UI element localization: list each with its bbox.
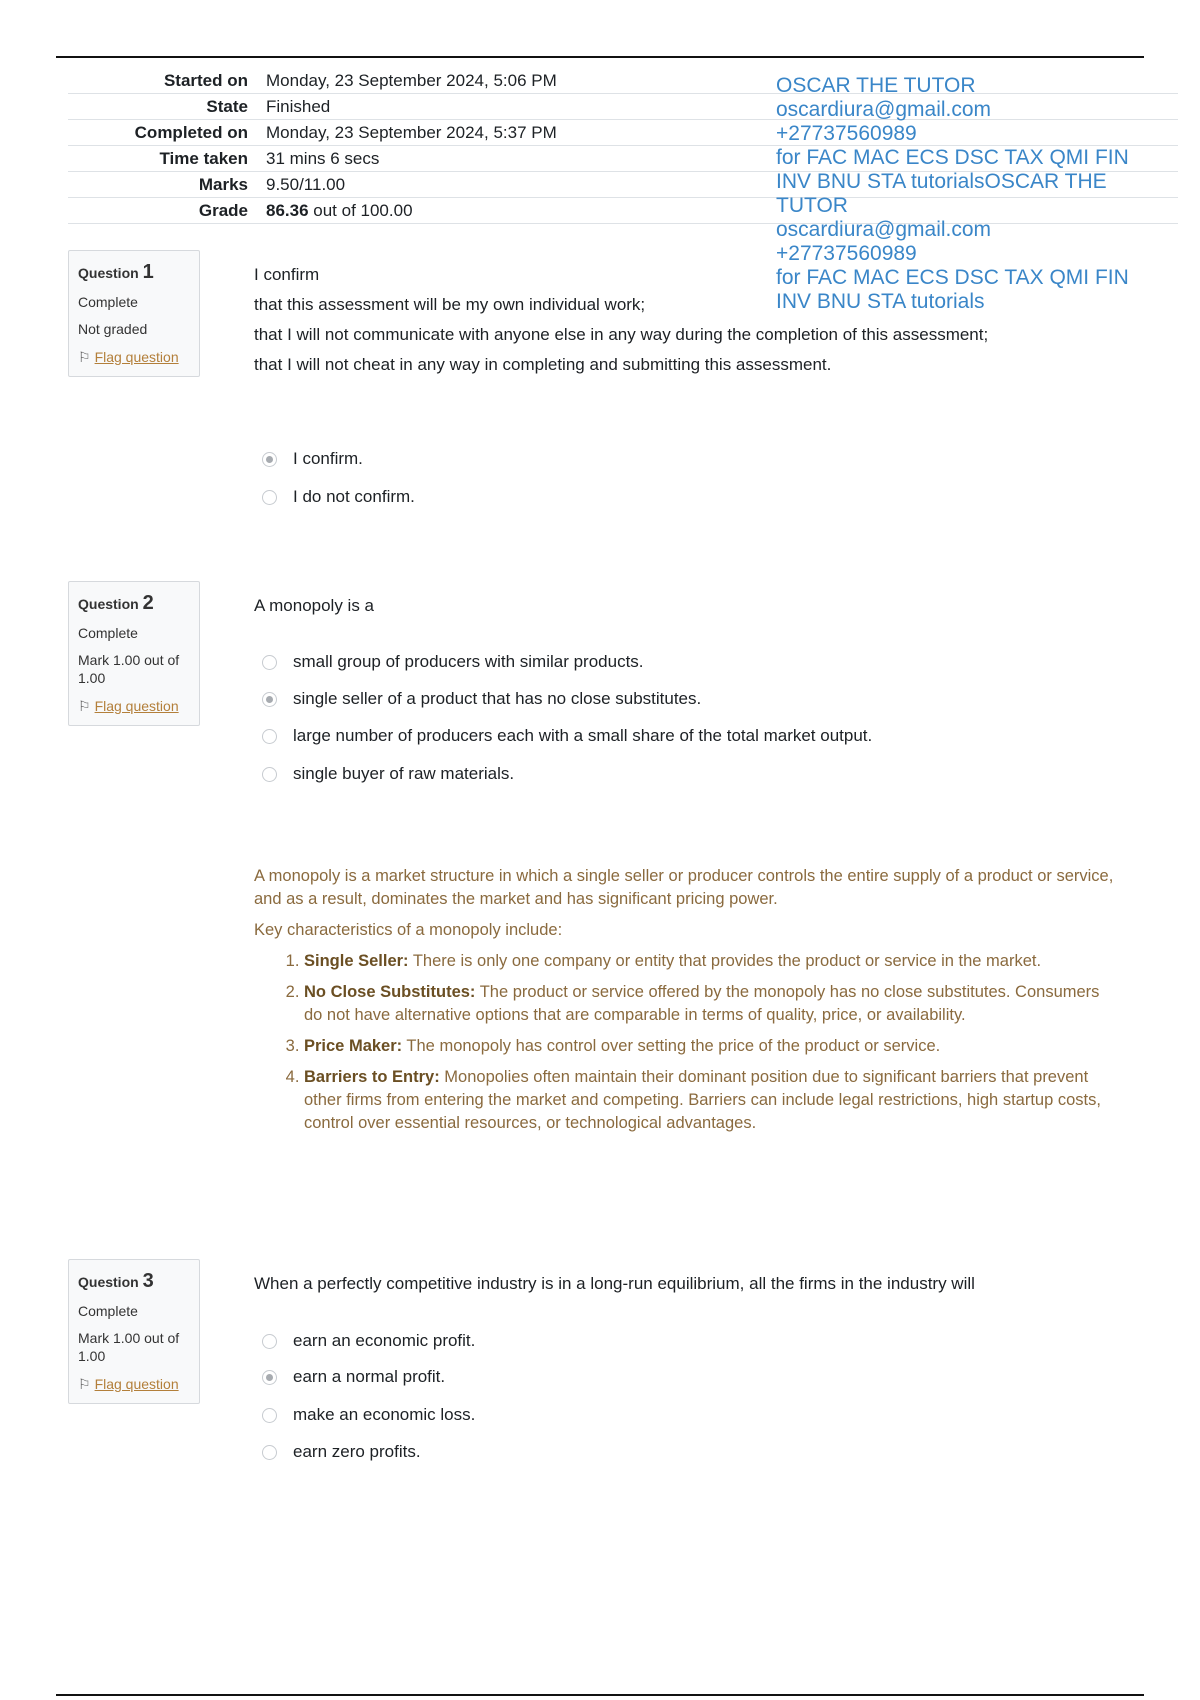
feedback-item-text: There is only one company or entity that provides the product or service in the market. bbox=[408, 952, 1042, 970]
answer-label: single buyer of raw materials. bbox=[293, 764, 515, 783]
summary-key: State bbox=[68, 94, 266, 120]
answer-option[interactable] bbox=[262, 1331, 475, 1351]
flag-icon: ⚐ bbox=[78, 1376, 91, 1392]
grade-value: 86.36 bbox=[266, 200, 309, 220]
summary-key: Started on bbox=[68, 68, 266, 94]
feedback-lead: Key characteristics of a monopoly include: bbox=[254, 921, 563, 939]
question-label: Question bbox=[78, 265, 139, 281]
watermark-email: oscardiura@gmail.com bbox=[776, 218, 992, 241]
feedback-item-text: The product or service offered by the monopoly has no close substitutes. Consumers do not have alternative options that are comparable in terms of quality, price, or availability. bbox=[304, 983, 1100, 1024]
answer-label: earn an economic profit. bbox=[293, 1331, 476, 1350]
feedback-intro: A monopoly is a market structure in which a single seller or producer controls the entire supply of a product or service, and as a result, dominates the market and has significant pricing power. bbox=[254, 867, 1114, 908]
question-grade: Not graded bbox=[78, 321, 148, 337]
flag-question-label[interactable]: Flag question bbox=[94, 349, 179, 365]
question-number bbox=[78, 592, 191, 615]
feedback-item-title: Barriers to Entry: bbox=[304, 1068, 440, 1086]
question-grade: Mark 1.00 out of 1.00 bbox=[78, 1330, 180, 1364]
answer-label: I confirm. bbox=[293, 449, 363, 468]
feedback-list bbox=[254, 950, 1114, 1135]
bottom-rule bbox=[56, 1694, 1144, 1696]
question-text-2 bbox=[254, 595, 374, 625]
answer-label: single seller of a product that has no close substitutes. bbox=[293, 689, 702, 708]
flag-icon: ⚐ bbox=[78, 698, 91, 714]
question-number bbox=[78, 1270, 191, 1293]
question-info-1 bbox=[68, 250, 200, 377]
flag-question-link[interactable] bbox=[78, 348, 191, 366]
summary-value: 31 mins 6 secs bbox=[266, 146, 1178, 172]
answer-label: small group of producers with similar products. bbox=[293, 652, 644, 671]
flag-question-link[interactable] bbox=[78, 1375, 191, 1393]
watermark-phone: +27737560989 bbox=[776, 242, 917, 265]
feedback-item-title: No Close Substitutes: bbox=[304, 983, 476, 1001]
top-rule bbox=[56, 56, 1144, 58]
general-feedback bbox=[254, 865, 1114, 1143]
answer-label: I do not confirm. bbox=[293, 487, 415, 506]
feedback-item-title: Price Maker: bbox=[304, 1037, 403, 1055]
radio-button[interactable] bbox=[262, 655, 277, 670]
question-label: Question bbox=[78, 1274, 139, 1290]
answer-option[interactable] bbox=[262, 652, 644, 672]
answer-option[interactable] bbox=[262, 689, 701, 709]
flag-icon: ⚐ bbox=[78, 349, 91, 365]
answer-label: large number of producers each with a small share of the total market output. bbox=[293, 726, 873, 745]
radio-button[interactable] bbox=[262, 1408, 277, 1423]
watermark-email: oscardiura@gmail.com bbox=[776, 98, 992, 121]
question-state: Complete bbox=[78, 1303, 138, 1319]
radio-button[interactable] bbox=[262, 1370, 277, 1385]
watermark-phone: +27737560989 bbox=[776, 122, 917, 145]
answer-option[interactable] bbox=[262, 726, 872, 746]
answer-label: earn zero profits. bbox=[293, 1442, 421, 1461]
answer-label: earn a normal profit. bbox=[293, 1367, 446, 1386]
question-text-line: that I will not cheat in any way in completing and submitting this assessment. bbox=[254, 355, 832, 374]
summary-value: 9.50/11.00 bbox=[266, 172, 1178, 198]
radio-button[interactable] bbox=[262, 1445, 277, 1460]
question-number bbox=[78, 261, 191, 284]
feedback-item-text: Monopolies often maintain their dominant position due to significant barriers that prevent other firms from entering the market and competing. Barriers can include legal restrictions, high startup costs, control over essential resources, or technological advantages. bbox=[304, 1068, 1101, 1132]
watermark-line: for FAC MAC ECS DSC TAX QMI FIN bbox=[776, 266, 1129, 289]
grade-suffix: out of 100.00 bbox=[308, 200, 413, 220]
question-number-value: 1 bbox=[142, 261, 154, 283]
question-state: Complete bbox=[78, 625, 138, 641]
question-grade: Mark 1.00 out of 1.00 bbox=[78, 652, 180, 686]
flag-question-label[interactable]: Flag question bbox=[94, 1376, 179, 1392]
question-text-line: I confirm bbox=[254, 265, 320, 284]
watermark-name: OSCAR THE TUTOR bbox=[776, 74, 976, 97]
watermark-line: INV BNU STA tutorials bbox=[776, 290, 985, 313]
answer-option[interactable] bbox=[262, 449, 363, 469]
summary-key: Completed on bbox=[68, 120, 266, 146]
feedback-item bbox=[304, 950, 1114, 973]
watermark-line: for FAC MAC ECS DSC TAX QMI FIN bbox=[776, 146, 1129, 169]
question-text-line: A monopoly is a bbox=[254, 596, 375, 615]
summary-value: Monday, 23 September 2024, 5:06 PM bbox=[266, 68, 1178, 94]
answer-option[interactable] bbox=[262, 1442, 421, 1462]
question-text-line: that this assessment will be my own individual work; bbox=[254, 295, 646, 314]
summary-value: Monday, 23 September 2024, 5:37 PM bbox=[266, 120, 1178, 146]
watermark-line: TUTOR bbox=[776, 194, 848, 217]
question-info-3 bbox=[68, 1259, 200, 1404]
summary-value: Finished bbox=[266, 94, 1178, 120]
radio-button[interactable] bbox=[262, 1334, 277, 1349]
answer-option[interactable] bbox=[262, 487, 415, 507]
question-text-1 bbox=[254, 264, 988, 384]
question-info-2 bbox=[68, 581, 200, 726]
radio-button[interactable] bbox=[262, 490, 277, 505]
flag-question-label[interactable]: Flag question bbox=[94, 698, 179, 714]
answer-option[interactable] bbox=[262, 1367, 445, 1387]
question-text-line: that I will not communicate with anyone else in any way during the completion of this assessment; bbox=[254, 325, 989, 344]
question-text-line: When a perfectly competitive industry is in a long-run equilibrium, all the firms in the industry will bbox=[254, 1274, 975, 1293]
radio-button[interactable] bbox=[262, 729, 277, 744]
feedback-item bbox=[304, 981, 1114, 1027]
feedback-item bbox=[304, 1066, 1114, 1135]
radio-button[interactable] bbox=[262, 452, 277, 467]
question-number-value: 2 bbox=[142, 592, 154, 614]
answer-option[interactable] bbox=[262, 764, 514, 784]
flag-question-link[interactable] bbox=[78, 697, 191, 715]
radio-button[interactable] bbox=[262, 692, 277, 707]
question-label: Question bbox=[78, 596, 139, 612]
feedback-item-title: Single Seller: bbox=[304, 952, 409, 970]
radio-button[interactable] bbox=[262, 767, 277, 782]
watermark-line: INV BNU STA tutorialsOSCAR THE bbox=[776, 170, 1107, 193]
feedback-item-text: The monopoly has control over setting the price of the product or service. bbox=[402, 1037, 941, 1055]
answer-label: make an economic loss. bbox=[293, 1405, 476, 1424]
summary-key: Grade bbox=[68, 198, 266, 224]
question-number-value: 3 bbox=[142, 1270, 154, 1292]
question-state: Complete bbox=[78, 294, 138, 310]
summary-key: Time taken bbox=[68, 146, 266, 172]
answer-option[interactable] bbox=[262, 1405, 475, 1425]
feedback-item bbox=[304, 1035, 1114, 1058]
summary-key: Marks bbox=[68, 172, 266, 198]
question-text-3 bbox=[254, 1273, 975, 1303]
